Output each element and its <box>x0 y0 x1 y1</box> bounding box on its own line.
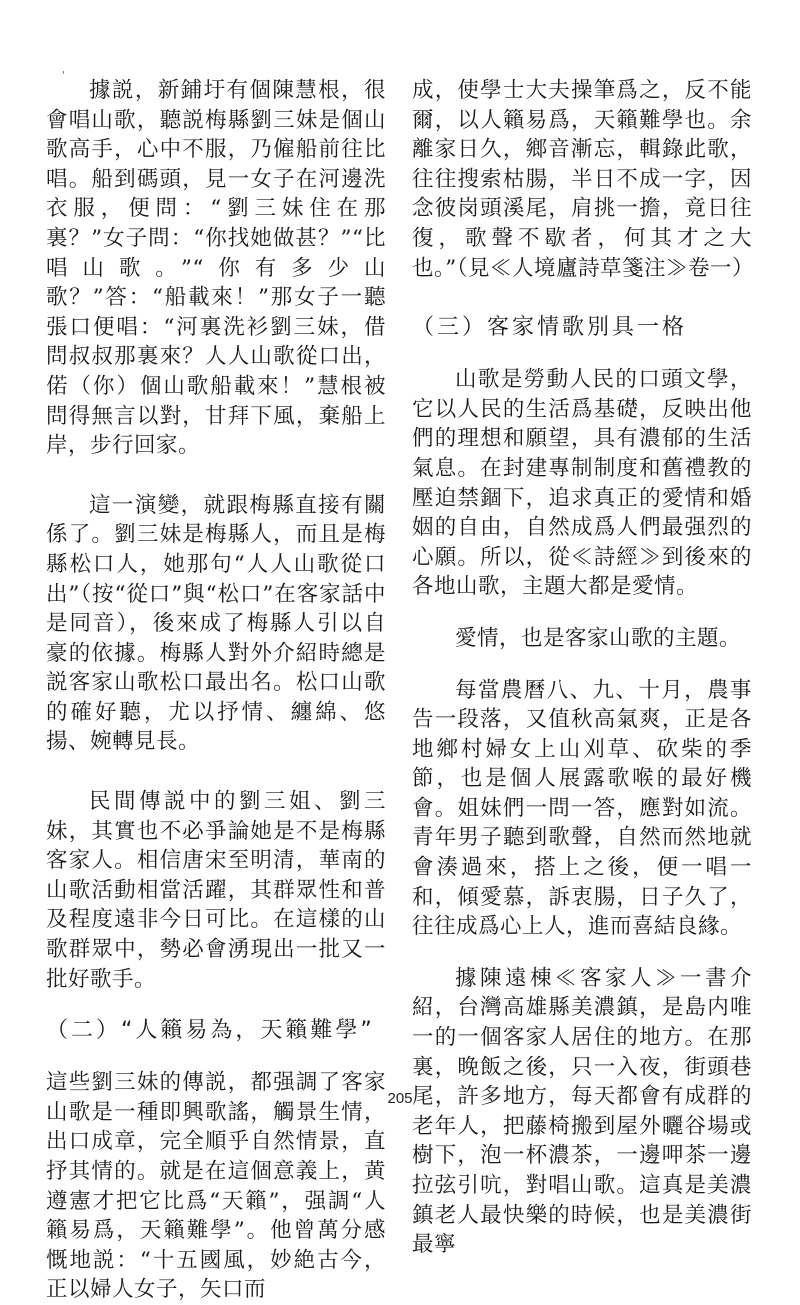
paragraph-love-theme: 山歌是勞動人民的口頭文學，它以人民的生活爲基礎，反映出他們的理想和願望，具有濃郁的生活氣息。在封建專制制度和舊禮教的壓迫禁錮下，追求真正的愛情和婚姻的自由，自然成爲人們最强烈的心願。所以，從≪詩經≫到後來的各地山歌，主題大都是愛情。 <box>412 367 752 600</box>
paragraph-songkou-origin: 這一演變，就跟梅縣直接有關係了。劉三妹是梅縣人，而且是梅縣松口人，她那句“人人山歌從口出”（按“從口”與“松口”在客家話中是同音），後來成了梅縣人引以自豪的依據。梅縣人對外介紹時總是説客家山歌松口最出名。松口山歌的確好聽，尤以抒情、纏綿、悠揚、婉轉見長。 <box>46 492 386 755</box>
left-column <box>46 76 386 1305</box>
paragraph-folk-legend: 民間傳説中的劉三姐、劉三妹，其實也不必爭論她是不是梅縣客家人。相信唐宋至明清，華南的山歌活動相當活躍，其群眾性和普及程度遠非今日可比。在這樣的山歌群眾中，勢必會湧現出一批又一批好歌手。 <box>46 789 386 992</box>
paragraph-liu-sanmei-story: 據説，新鋪圩有個陳慧根，很會唱山歌，聽説梅縣劉三妹是個山歌高手，心中不服，乃僱船前往比唱。船到碼頭，見一女子在河邊洗衣服，便問：“劉三妹住在那裏？”女子問：“你找她做甚？”“比唱山歌。”“你有多少山歌？”答：“船載來！”那女子一聽張口便唱：“河裏洗衫劉三妹，借問叔叔那裏來？人人山歌從口出，偌（你）個山歌船載來！”慧根被問得無言以對，甘拜下風，棄船上岸，步行回家。 <box>46 78 386 459</box>
paragraph-harvest-season: 每當農曆八、九、十月，農事告一段落，又值秋高氣爽，正是各地鄉村婦女上山刈草、砍柴的季節，也是個人展露歌喉的最好機會。姐妹們一問一答，應對如流。青年男子聽到歌聲，自然而然地就會湊過來，搭上之後，便一唱一和，傾愛慕，訴衷腸，日子久了，往往成爲心上人，進而喜結良緣。 <box>412 677 752 940</box>
section-heading-2: （二）“人籟易為，天籟難學” <box>46 1018 375 1044</box>
paragraph-tianlai: 這些劉三妹的傳説，都强調了客家山歌是一種即興歌謠，觸景生情，出口成章，完全順乎自然情景，直抒其情的。就是在這個意義上，黄遵憲才把它比爲“天籟”，强調“人籟易爲，天籟難學”。他曾萬分感慨地説：“十五國風，妙絶古今，正以婦人女子，矢口而 <box>46 1070 386 1303</box>
paragraph-meinong: 據陳遠棟≪客家人≫一書介紹，台灣高雄縣美濃鎮，是島内唯一的一個客家人居住的地方。在那裏，晚飯之後，只一入夜，街頭巷尾，許多地方，每天都會有成群的老年人，把藤椅搬到屋外曬谷場或樹下，泡一杯濃茶，一邊呷茶一邊拉弦引吭，對唱山歌。這真是美濃鎮老人最快樂的時候，也是美濃街最寧 <box>412 965 752 1258</box>
right-column <box>412 76 752 1260</box>
paragraph-love-subject: 愛情，也是客家山歌的主題。 <box>455 625 742 651</box>
page-number: 205 <box>387 1090 413 1107</box>
section-heading-3: （三）客家情歌別具一格 <box>412 315 688 341</box>
scan-mark: ' <box>62 70 65 81</box>
paragraph-quote-continuation: 成，使學士大夫操筆爲之，反不能爾，以人籟易爲，天籟難學也。余離家日久，鄉音漸忘，輯錄此歌，往往搜索枯腸，半日不成一字，因念彼岗頭溪尾，肩挑一擔，竟日往復，歌聲不歇者，何其才之大也。”（見≪人境廬詩草箋注≫卷一） <box>412 78 754 281</box>
